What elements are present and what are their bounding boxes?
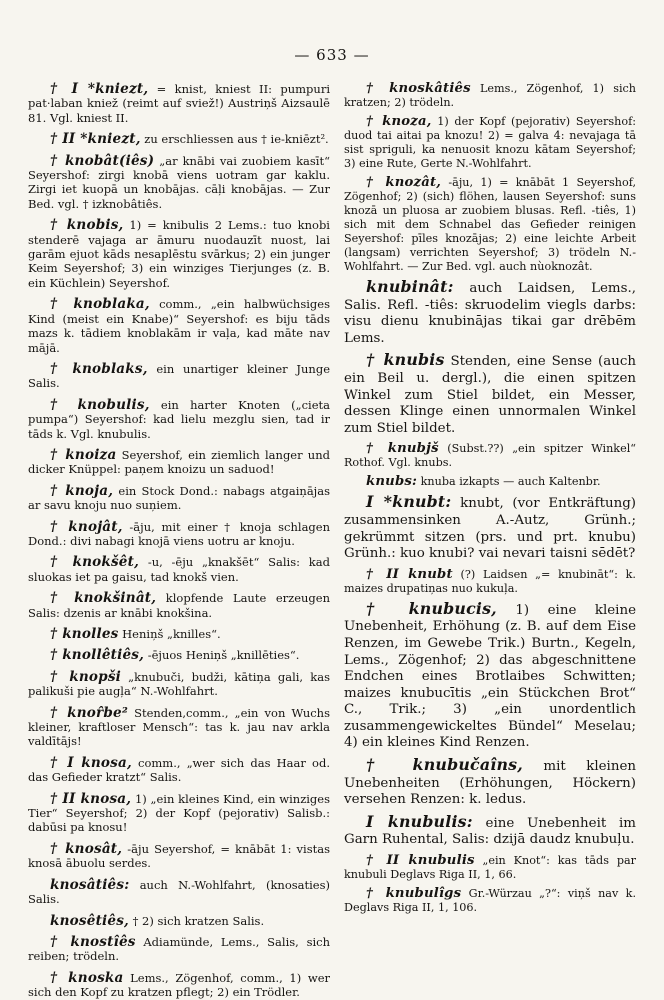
entry-headword: † knobulis, — [50, 396, 150, 413]
entry-headword: † I knosa, — [50, 754, 132, 771]
entry-definition: ein Stock Dond.: nabags atgaiņājas ar savu knoju nuo suņiem. — [28, 483, 330, 513]
entry-definition: klopfende Laute erzeugen Salis: dzenis ar knābi knokšina. — [28, 591, 330, 620]
dictionary-entry — [28, 297, 330, 355]
entry-headword: knosêtiês, — [50, 912, 129, 929]
entry-definition: ein harter Knoten („cieta pumpa“) Seyershof: kad lielu mezglu sien, tad ir tāds k. Vgl. knubulis. — [28, 397, 330, 441]
entry-headword: † knor̂be² — [50, 704, 128, 721]
entry-definition: auch N.-Wohlfahrt, (knosaties) Salis. — [28, 877, 330, 907]
left-column — [28, 81, 331, 1000]
page-number: — 633 — — [294, 46, 370, 64]
entry-headword: † knubucis, — [366, 598, 497, 618]
entry-definition: -u, -ēju „knakšēt“ Salis: kad sluokas iet pa gaisu, tad knokš vien. — [28, 555, 330, 584]
dictionary-entry — [28, 842, 330, 871]
dictionary-entry — [344, 82, 636, 110]
dictionary-entry — [28, 448, 330, 477]
entry-definition: = knist, kniest II: pumpuri pat·laban kniež (reimt auf sviež!) Austriņš Aizsaulē 81. Vgl. kniest II. — [28, 82, 330, 125]
entry-definition: -ējuos Heniņš „knillēties“. — [144, 648, 300, 663]
dictionary-entry — [28, 878, 330, 907]
entry-definition: (Subst.??) „ein spitzer Winkel“ Rothof. Vgl. knubs. — [344, 442, 636, 470]
entry-definition: knubt, (vor Entkräftung) zusammensinken A.-Autz, Grünh.; gekrümmt sitzen (prs. und prt. knubu) Grünh.: kuo knubi? vai nevari taisni sēdēt? — [344, 496, 636, 562]
dictionary-entry — [344, 475, 636, 489]
entry-definition: 1) = knibulis 2 Lems.: tuo knobi stenderē vajaga ar āmuru nuodauzīt nuost, lai garām ejuot kāds nesaplēstu svārkus; 2) ein junger Keim Seyershof; 3) ein winziges Tierjunges (z. B. ein Küchlein) Seyershof. — [28, 218, 330, 290]
entry-headword: † knobis, — [50, 217, 124, 234]
dictionary-entry — [344, 442, 636, 470]
entry-definition: eine Unebenheit im Garn Ruhental, Salis: dzijā daudz knubuļu. — [344, 815, 636, 848]
entry-headword: † knoja, — [50, 482, 114, 499]
entry-headword: I *knubt: — [366, 492, 452, 512]
dictionary-entry — [28, 362, 330, 391]
entry-definition: -āju, mit einer † knoja schlagen Dond.: divi nabagi knojā viens uotru ar knoju. — [28, 519, 330, 548]
entry-headword: † knojât, — [50, 518, 123, 535]
dictionary-entry — [28, 398, 330, 441]
dictionary-entry — [28, 706, 330, 749]
entry-headword: † knokšêt, — [50, 554, 140, 571]
dictionary-entry — [28, 627, 330, 641]
entry-headword: † knostîês — [50, 933, 136, 950]
entry-definition: Lems., Zögenhof, 1) sich kratzen; 2) trödeln. — [344, 82, 636, 109]
entry-headword: I knubulis: — [366, 811, 473, 831]
entry-definition: -āju Seyershof, = knābāt 1: vistas knosā ābuolu serdes. — [28, 841, 331, 871]
dictionary-entry — [28, 914, 330, 928]
entry-definition: ein unartiger kleiner Junge Salis. — [28, 361, 330, 391]
entry-headword: † knoblaks, — [50, 360, 148, 377]
entry-definition: „ar knābi vai zuobiem kasīt“ Seyershof: zirgi knobā viens uotram gar kaklu. Zirgi iet kuopā un knobājas. cāļi knobājas. — Zur Bed. vgl. † izknobâtiês. — [28, 153, 330, 211]
entry-definition: knuba izkapts — auch Kaltenbr. — [417, 475, 601, 489]
entry-definition: Lems., Zögenhof, comm., 1) wer sich den Kopf zu kratzen pflegt; 2) ein Trödler. — [28, 970, 330, 1000]
dictionary-entry — [344, 598, 637, 752]
entry-headword: † II knubulis — [366, 853, 475, 869]
entry-headword: † knokšinât, — [50, 590, 157, 607]
entry-headword: † II knosa, — [50, 790, 132, 807]
entry-definition: comm., „wer sich das Haar od. das Gefieder kratzt“ Salis. — [28, 755, 330, 785]
entry-headword: knosâtiês: — [50, 876, 130, 893]
dictionary-entry — [344, 279, 636, 347]
dictionary-entry — [28, 935, 330, 964]
entry-headword: † knoskâtiês — [366, 81, 471, 96]
entry-definition: „knubuči, budži, kātiņa gali, kas palikuši pie augļa“ N.-Wohlfahrt. — [28, 669, 330, 699]
entry-definition: comm., „ein halbwüchsiges Kind (meist ein Knabe)“ Seyershof: es biju tāds mazs k. tādiem knoblakām ir vaļa, kad māte nav mājā. — [28, 297, 330, 355]
entry-definition: „ein Knot“: kas tāds par knubuli Deglavs Riga II, 1, 66. — [344, 854, 636, 882]
entry-definition: mit kleinen Unebenheiten (Erhöhungen, Höckern) versehen Renzen: k. ledus. — [344, 759, 637, 808]
entry-headword: † knoiza — [50, 446, 117, 463]
entry-definition: auch Laidsen, Lems., Salis. Refl. -tiês: skruodelim viegls darbs: visu dienu knubinājas tikai gar drēbēm Lems. — [344, 281, 636, 346]
dictionary-entry — [344, 854, 636, 882]
entry-headword: † II *kniezt, — [50, 131, 141, 148]
entry-definition: 1) eine kleine Unebenheit, Erhöhung (z. B. auf dem Eise Renzen, im Gewebe Trik.) Burtn., Kegeln, Lems., Zögenhof; 2) das abgeschnittene Endchen eines Brotlaibes Schwitten; maizes knubucītis „ein Stückchen Brot“ C., Trik.; 3) „ein unordentlich zusammengewickeltes Bündel“ Meselau; 4) ein kleines Kind Renzen. — [344, 602, 637, 751]
entry-definition: Gr.-Würzau „?“: viņš nav k. Deglavs Riga II, 1, 106. — [344, 887, 636, 915]
dictionary-entry — [28, 82, 330, 125]
entry-headword: † knoska — [50, 969, 124, 986]
entry-headword: † knolles — [50, 626, 119, 642]
dictionary-entry — [28, 670, 330, 699]
entry-headword: † II knubt — [366, 566, 453, 582]
entry-definition: Stenden, eine Sense (auch ein Beil u. dergl.), die einen spitzen Winkel zum Stiel bildet, ein Messer, dessen Klinge einen unnormalen Winkel zum Stiel bildet. — [344, 354, 636, 436]
entry-headword: † knoblaka, — [50, 296, 150, 313]
dictionary-entry — [28, 132, 330, 146]
entry-definition: Heniņš „knilles“. — [118, 627, 221, 641]
dictionary-entry — [28, 520, 330, 549]
entry-headword: † knozât, — [366, 175, 442, 190]
dictionary-entry — [344, 115, 636, 171]
entry-definition: Adiamünde, Lems., Salis, sich reiben; trödeln. — [28, 934, 330, 964]
dictionary-entry — [28, 591, 330, 620]
dictionary-entry — [344, 352, 636, 437]
entry-headword: † I *kniezt, — [50, 81, 149, 97]
entry-definition: Seyershof, ein ziemlich langer und dicker Knüppel: paņem knoizu un saduod! — [28, 447, 330, 477]
right-column — [344, 82, 636, 980]
entry-headword: knubs: — [366, 474, 418, 490]
entry-headword: † knubučaîns, — [366, 755, 523, 775]
entry-definition: Stenden,comm., „ein von Wuchs kleiner, kraftloser Mensch“: tas k. jau nav arkla valdītājs! — [28, 705, 330, 749]
entry-headword: † knopši — [50, 668, 122, 685]
dictionary-entry — [28, 555, 330, 584]
dictionary-entry — [344, 568, 636, 596]
entry-headword: † knollêtiês, — [50, 647, 145, 664]
dictionary-entry — [28, 154, 330, 212]
entry-headword: † knubulîgs — [366, 886, 462, 902]
dictionary-entry — [28, 648, 330, 662]
entry-definition: (?) Laidsen „= knubināt“: k. maizes drupatiņas nuo kukuļa. — [344, 567, 636, 595]
dictionary-entry — [344, 176, 636, 274]
dictionary-entry — [28, 484, 330, 513]
dictionary-entry — [28, 218, 330, 290]
entry-headword: † knubjš — [366, 441, 439, 457]
entry-definition: † 2) sich kratzen Salis. — [128, 913, 265, 928]
entry-definition: 1) „ein kleines Kind, ein winziges Tier“ Seyershof; 2) der Kopf (pejorativ) Salisb.: dabūsi pa knosu! — [28, 791, 330, 835]
dictionary-entry — [28, 756, 330, 785]
entry-headword: † knoza, — [366, 114, 432, 129]
dictionary-entry — [344, 757, 636, 809]
entry-headword: knubinât: — [366, 277, 454, 296]
dictionary-entry — [28, 971, 330, 1000]
entry-definition: 1) der Kopf (pejorativ) Seyershof: duod tai aitai pa knozu! 2) = galva 4: nevajaga tā sist spriguli, ka nenuosit knozu kātam Seyershof; 3) eine Rute, Gerte N.-Wohlfahrt. — [344, 115, 636, 170]
dictionary-entry — [28, 792, 330, 835]
dictionary-entry — [344, 811, 636, 849]
entry-headword: † knubis — [366, 350, 445, 370]
entry-definition: -āju, 1) = knābāt 1 Seyershof, Zögenhof; 2) (sich) flöhen, lausen Seyershof: suns knozā un pluosa ar zuobiem blusas. Refl. -tiês, 1) sich mit dem Schnabel das Gefieder reinigen Seyershof: pīles knozājas; 2) eine leichte Arbeit (langsam) verrichten Seyershof; 3) trödeln N.-Wohlfahrt. — Zur Bed. vgl. auch nùoknozât. — [344, 176, 636, 273]
entry-definition: zu erschliessen aus † ie-kniēzt². — [140, 132, 329, 147]
dictionary-entry — [344, 494, 636, 562]
dictionary-entry — [344, 887, 636, 915]
entry-headword: † knosât, — [50, 840, 123, 857]
entry-headword: † knobât(iês) — [50, 152, 155, 169]
